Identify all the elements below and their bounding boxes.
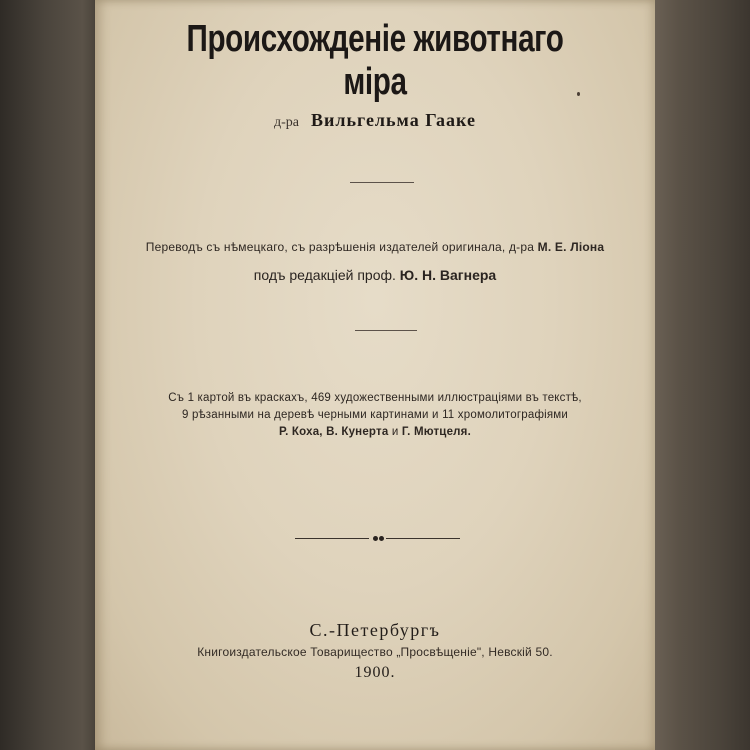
city: С.-Петербургъ (309, 620, 441, 640)
ornament-dot (373, 536, 378, 541)
editor-name: Ю. Н. Вагнера (399, 267, 497, 283)
illustrators-line (95, 424, 655, 441)
paper-speck (577, 92, 580, 96)
illustrations-block (95, 390, 655, 441)
author-line (95, 110, 655, 131)
ornament-line (295, 538, 369, 539)
year: 1900. (354, 664, 396, 681)
editor-line (95, 267, 655, 283)
translation-text: Переводъ съ нѣмецкаго, съ разрѣшенія издателей оригинала, д-ра (145, 240, 535, 254)
author-prefix: д-ра (274, 115, 300, 130)
translation-line (95, 240, 655, 254)
divider-rule (350, 182, 414, 183)
illustrators-b: Г. Мютцеля. (401, 426, 471, 438)
title-page (95, 0, 655, 750)
editor-text: подъ редакціей проф. (253, 267, 396, 283)
translator-name: М. Е. Ліона (537, 240, 605, 254)
ornament-rule (295, 535, 460, 543)
ornament-dot (379, 536, 384, 541)
illustrations-line-1: Съ 1 картой въ краскахъ, 469 художественными иллюстраціями въ текстѣ, (168, 392, 582, 404)
author-name: Вильгельма Гааке (311, 110, 476, 130)
illustrators-a: Р. Коха, В. Кунерта (279, 426, 389, 438)
illustrators-conj: и (391, 426, 399, 438)
book-edge (648, 0, 750, 750)
divider-rule (355, 330, 417, 331)
illustrations-line-2: 9 рѣзанными на деревѣ черными картинами и 11 хромолитографіями (181, 409, 569, 421)
book-title: Происхожденіе животнаго міра (186, 18, 564, 103)
publisher: Книгоиздательское Товарищество „Просвѣщеніе", Невскій 50. (197, 645, 553, 659)
ornament-line (386, 538, 460, 539)
